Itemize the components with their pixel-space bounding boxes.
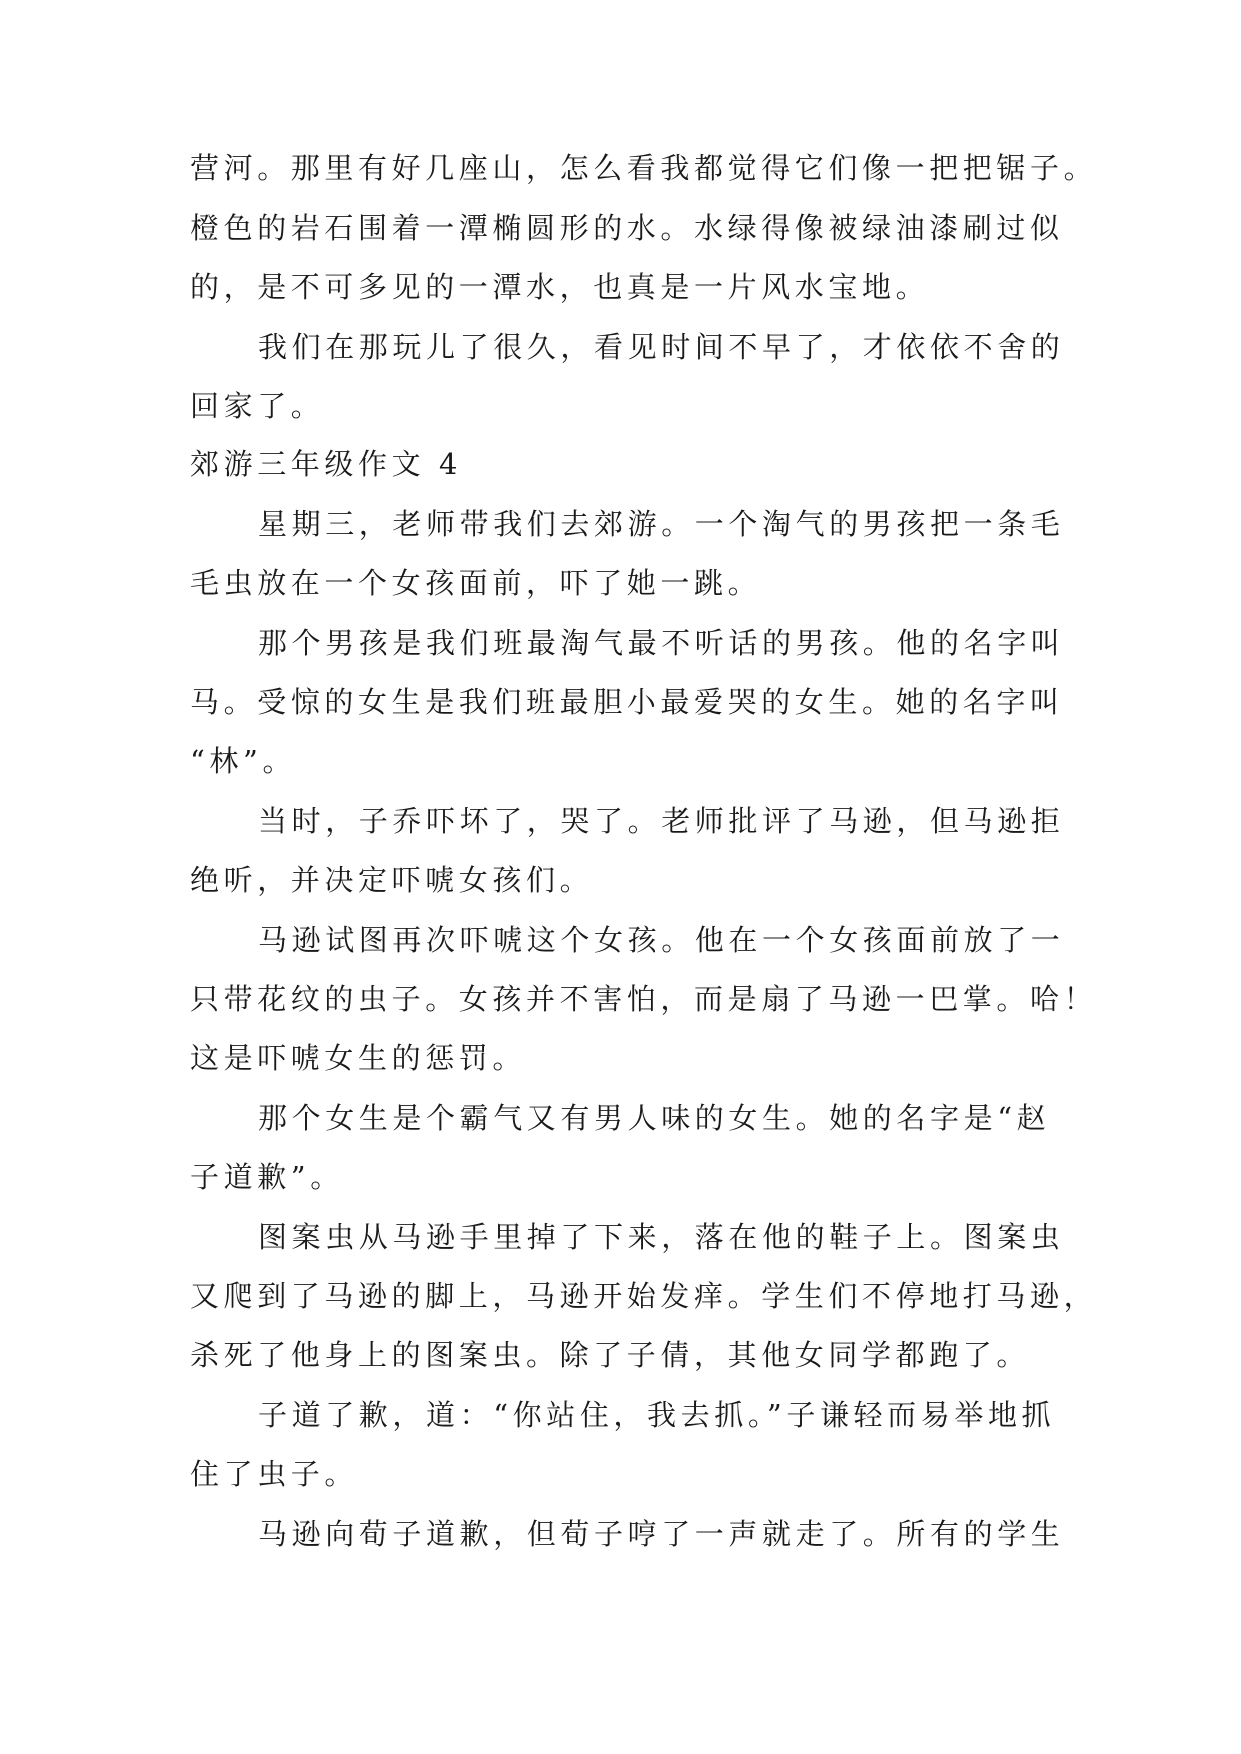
section-heading: 郊游三年级作文 4: [190, 447, 463, 481]
text-line: 这是吓唬女生的惩罚。: [190, 1041, 527, 1075]
text-line: 子道歉”。: [190, 1160, 344, 1194]
text-line: 杀死了他身上的图案虫。除了子倩，其他女同学都跑了。: [190, 1338, 1031, 1372]
paragraph-start: 我们在那玩儿了很久，看见时间不早了，才依依不舍的: [258, 330, 1065, 364]
paragraph-start: 星期三，老师带我们去郊游。一个淘气的男孩把一条毛: [258, 507, 1065, 541]
text-line: 只带花纹的虫子。女孩并不害怕，而是扇了马逊一巴掌。哈！: [190, 982, 1098, 1016]
text-line: 回家了。: [190, 389, 325, 423]
text-line: 又爬到了马逊的脚上，马逊开始发痒。学生们不停地打马逊，: [190, 1279, 1098, 1313]
text-line: 营河。那里有好几座山，怎么看我都觉得它们像一把把锯子。: [190, 151, 1098, 185]
paragraph-start: 马逊试图再次吓唬这个女孩。他在一个女孩面前放了一: [258, 923, 1065, 957]
text-line: 马。受惊的女生是我们班最胆小最爱哭的女生。她的名字叫: [190, 685, 1064, 719]
text-line: 的，是不可多见的一潭水，也真是一片风水宝地。: [190, 270, 930, 304]
paragraph-start: 那个女生是个霸气又有男人味的女生。她的名字是“赵: [258, 1101, 1051, 1135]
text-line: “林”。: [190, 744, 297, 778]
paragraph-start: 图案虫从马逊手里掉了下来，落在他的鞋子上。图案虫: [258, 1220, 1065, 1254]
paragraph-start: 那个男孩是我们班最淘气最不听话的男孩。他的名字叫: [258, 626, 1065, 660]
paragraph-start: 马逊向荀子道歉，但荀子哼了一声就走了。所有的学生: [258, 1517, 1065, 1551]
paragraph-start: 当时，子乔吓坏了，哭了。老师批评了马逊，但马逊拒: [258, 804, 1065, 838]
text-line: 住了虫子。: [190, 1457, 359, 1491]
text-line: 绝听，并决定吓唬女孩们。: [190, 863, 594, 897]
paragraph-start: 子道了歉，道：“你站住，我去抓。”子谦轻而易举地抓: [258, 1398, 1056, 1432]
text-line: 毛虫放在一个女孩面前，吓了她一跳。: [190, 566, 762, 600]
text-line: 橙色的岩石围着一潭椭圆形的水。水绿得像被绿油漆刷过似: [190, 211, 1064, 245]
